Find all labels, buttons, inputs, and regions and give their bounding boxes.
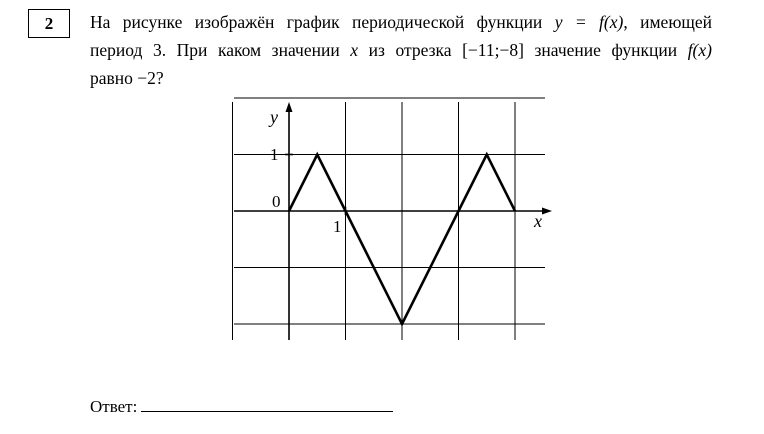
answer-row <box>90 395 393 417</box>
problem-line-3: равно −2? <box>90 68 164 88</box>
variable-x: x <box>350 40 359 60</box>
x-tick-label-1: 1 <box>333 217 342 236</box>
function-formula: y = f(x) <box>554 12 624 32</box>
x-axis-label: x <box>534 211 542 231</box>
y-axis-arrow-icon <box>286 102 293 112</box>
task-number: 2 <box>28 9 70 38</box>
answer-blank[interactable] <box>141 395 393 412</box>
x-axis-arrow-icon <box>542 208 552 215</box>
line2-text: период 3. При каком значении <box>90 40 351 60</box>
y-tick-label-1: 1 <box>270 145 279 164</box>
line1-tail: , имеющей <box>623 12 712 32</box>
function-fx: f(x) <box>687 40 712 60</box>
line2-middle: из отрезка <box>358 40 463 60</box>
interval: [−11;−8] <box>462 40 524 60</box>
line1-text: На рисунке изображён график периодической функции <box>90 12 555 32</box>
grid <box>233 98 546 340</box>
origin-label: 0 <box>272 192 281 211</box>
answer-label: Ответ: <box>90 397 138 416</box>
line2-after: значение функции <box>523 40 688 60</box>
y-axis-label: y <box>270 107 278 127</box>
